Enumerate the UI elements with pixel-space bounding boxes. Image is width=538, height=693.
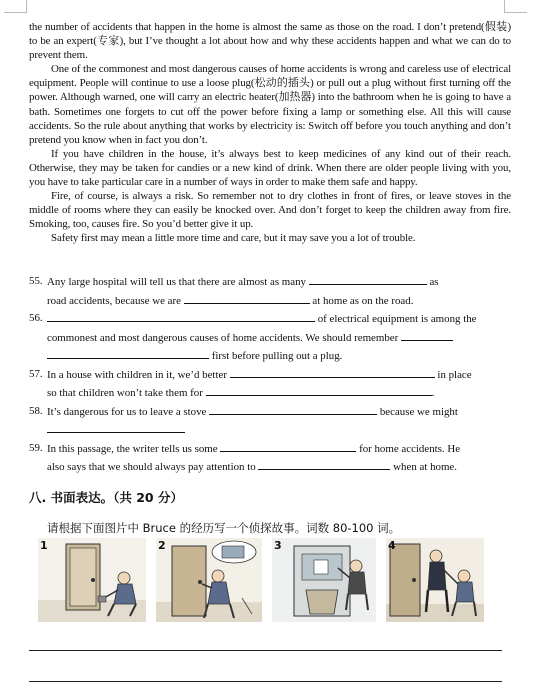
- answer-blank[interactable]: [47, 421, 185, 433]
- panel-number: 4: [388, 539, 396, 552]
- question-number: 57.: [29, 367, 43, 380]
- panel-number: 2: [158, 539, 166, 552]
- question-text: It’s dangerous for us to leave a stove: [47, 405, 207, 418]
- question-number: 58.: [29, 404, 43, 417]
- question-text: Any large hospital will tell us that there are almost as many: [47, 276, 306, 288]
- question-number: 55.: [29, 275, 43, 287]
- question-55: [29, 273, 509, 310]
- question-text: also says that we should always pay attention to: [47, 461, 256, 473]
- answer-blank[interactable]: [209, 403, 377, 415]
- question-text: because we might: [379, 405, 458, 418]
- picture-illustration: [38, 538, 146, 622]
- passage-paragraph: One of the commonest and most dangerous causes of home accidents is wrong and careless use of electrical equipment. People will continue to use a loose plug(松动的插头) or pull out a plug without first turning off the power. Although warned, one will carry an electric heater(加热器) into the bathroom when he is going to have a bath. Sometimes one forgets to cut off the power before fixing a lamp or something else. All this will cause accidents. So the rule about anything that works by electricity is: Switch off before you touch anything and don’t pretend you know when in fact you don’t.: [29, 63, 511, 146]
- picture-illustration: [386, 538, 484, 622]
- page-corner-mark: [4, 0, 27, 13]
- panel-number: 1: [40, 539, 48, 552]
- question-list: [29, 273, 509, 477]
- question-text: when at home.: [393, 461, 457, 473]
- section-title: 八. 书面表达。（共 20 分）: [29, 490, 183, 505]
- reading-passage: [29, 20, 511, 246]
- question-text: at home as on the road.: [312, 294, 414, 307]
- picture-illustration: [156, 538, 262, 622]
- passage-paragraph: If you have children in the house, it’s always best to keep medicines of any kind out of their reach. Otherwise, they may be taken for candies or a new kind of drink. When there are older people living with you, you have to take particular care in a number of ways in order to make them safe and happy.: [29, 147, 511, 189]
- answer-blank[interactable]: [47, 347, 209, 359]
- writing-instruction: 请根据下面图片中 Bruce 的经历写一个侦探故事。词数 80-100 词。: [47, 521, 401, 535]
- answer-blank[interactable]: [206, 384, 432, 396]
- panel-number: 3: [274, 539, 282, 552]
- question-text: road accidents, because we are: [47, 294, 181, 307]
- passage-paragraph: the number of accidents that happen in the home is almost the same as those on the road. I don’t pretend(假装) to be an expert(专家), but I’ve thought a lot about how and why these accidents happen and what we can do to prevent them.: [29, 21, 511, 62]
- story-panel-1: [38, 538, 146, 622]
- question-text: for home accidents. He: [359, 442, 461, 455]
- writing-line[interactable]: [29, 650, 502, 651]
- question-58: [29, 403, 509, 440]
- answer-blank[interactable]: [258, 458, 390, 470]
- passage-paragraph: Safety first may mean a little more time and care, but it may save you a lot of trouble.: [51, 232, 416, 245]
- question-57: [29, 366, 509, 403]
- answer-blank[interactable]: [47, 310, 315, 322]
- page-corner-mark: [504, 0, 527, 13]
- question-number: 56.: [29, 312, 43, 324]
- question-text: as: [429, 276, 439, 288]
- answer-blank[interactable]: [230, 366, 435, 378]
- question-number: 59.: [29, 441, 43, 454]
- answer-blank[interactable]: [184, 292, 310, 304]
- question-text: of electrical equipment is among the: [317, 313, 477, 325]
- answer-blank[interactable]: [220, 440, 356, 452]
- question-text: so that children won’t take them for: [47, 387, 203, 399]
- writing-line[interactable]: [29, 681, 502, 682]
- picture-illustration: [272, 538, 376, 622]
- question-text: commonest and most dangerous causes of home accidents. We should remember: [47, 331, 399, 344]
- question-56: [29, 310, 509, 366]
- answer-blank[interactable]: [309, 273, 427, 285]
- question-text: In a house with children in it, we’d better: [47, 368, 227, 381]
- story-panel-4: [386, 538, 484, 622]
- picture-strip: [38, 538, 484, 622]
- question-text: .: [431, 387, 435, 399]
- question-text: first before pulling out a plug.: [211, 350, 343, 362]
- story-panel-2: [156, 538, 262, 622]
- story-panel-3: [272, 538, 376, 622]
- answer-blank[interactable]: [401, 329, 453, 341]
- passage-paragraph: Fire, of course, is always a risk. So remember not to dry clothes in front of fires, or leave stoves in the middle of rooms where they can easily be knocked over. And don’t forget to keep the children away from fire. Smoking, too, causes fire. So you’d better give it up.: [29, 190, 511, 231]
- question-text: In this passage, the writer tells us some: [47, 442, 218, 455]
- question-59: [29, 440, 509, 477]
- question-text: in place: [437, 368, 472, 381]
